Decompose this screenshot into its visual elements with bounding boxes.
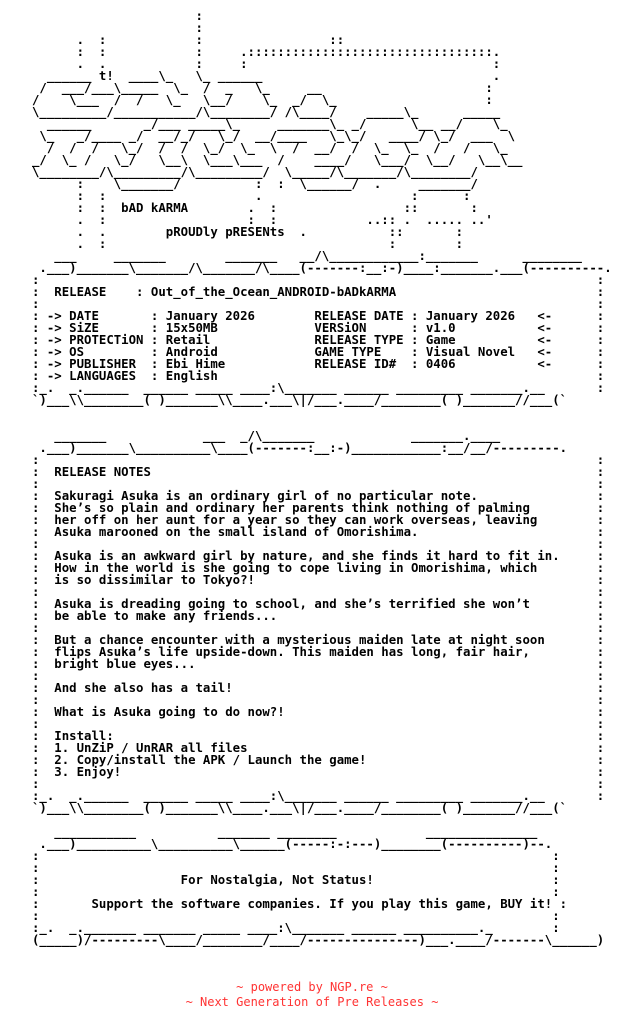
nfo-text-block: : : . : : :: : : : .:::::::::::::::::::::::::::::::::. . . : : : ______ t! ____\_ \_ ______ . / ___/___\_____ \_ / _ \_ __ : / \___ / / \_ \__/ \_ _/ \_ : \_________/___________/\________/ /\____/ _____\_ _____ ______ _/___ _____\_ _______\_ _/ \__ __/ \_ \_ _/____ _/ __/_/ \_/ __/____ \_\_/ ____/ \_/ ___ \ / / / \_/ / / \_/ \_ \ / __/ / \_ \_ / / \_ _/ \_ / \_/ \__\ \___\___ / ____/ \___/ \__/ \__\__ \________/\_________/\_________/ \_____/\_______/\________/ : \_______/ : : \______/ . _______/ : : . : : : : bAD kARMA . : :: : . : : : ..:: . ..... ..' . . pROUDly pRESENts . :: : . : : : ___ _______ _______ __/\____________:_______ ________ .___)_______\_______/\_______/\____(-------:__:-)____:_______.___(----------. : : : RELEASE : Out_of_the_Ocean_ANDROID-bADkARMA : : : : -> DATE : January 2026 RELEASE DATE : January 2026 <- : : -> SiZE : 15x50MB VERSiON : v1.0 <- : : -> PROTECTiON : Retail RELEASE TYPE : Game <- : : -> OS : Android GAME TYPE : Visual Novel <- : : -> PUBLISHER : Ebi Hime RELEASE ID# : 0406 <- : : -> LANGUAGES : English : :_. _.______ ______ _____ ____:\_______ ______ _________ _______.__ : `)___\\________( )_______\\____.___\|/___.____/________( )_______//___(` _______ ___ _/\_______ _______.____ .___)_______\__________\____(-------:__:-)____________:__/__/---------. : : : RELEASE NOTES : : : : Sakuragi Asuka is an ordinary girl of no particular note. : : She’s so plain and ordinary her parents think nothing of palming : : her off on her aunt for a year so they can work overseas, leaving : : Asuka marooned on the small island of Omorishima. : : : : Asuka is an awkward girl by nature, and she finds it hard to fit in. : : How in the world is she going to cope living in Omorishima, which : : is so dissimilar to Tokyo?! : : : : Asuka is dreading going to school, and she’s terrified she won’t : : be able to make any friends... : : : : But a chance encounter with a mysterious maiden late at night soon : : flips Asuka’s life upside-down. This maiden has long, fair hair, : : bright blue eyes... : : : : And she also has a tail! : : : : What is Asuka going to do now?! : : : : Install: : : 1. UnZiP / UnRAR all files : : 2. Copy/install the APK / Launch the game! : : 3. Enjoy! : : : :_. _.______ ______ _____ ____:\_______ ______ _________ _______.__ : `)___\\________( )_______\\____.___\|/___.____/________( )_______//___(` ___________ _______ ________ _______________ .___)__________\__________\______(-----:-:---)________(----------)--. : : : : : For Nostalgia, Not Status! : : : : Support the software companies. If you play this game, BUY it! : : : :_. _._______ _______ _____ ____:\_______ ______ __________._ : (_____)/---------\____/________/____/---------------)___.____/-------\______) bbox=[32, 9, 612, 947]
footer-tagline: ~ Next Generation of Pre Releases ~ bbox=[185, 995, 439, 1009]
footer-powered-by: ~ powered by NGP.re ~ bbox=[236, 980, 388, 994]
